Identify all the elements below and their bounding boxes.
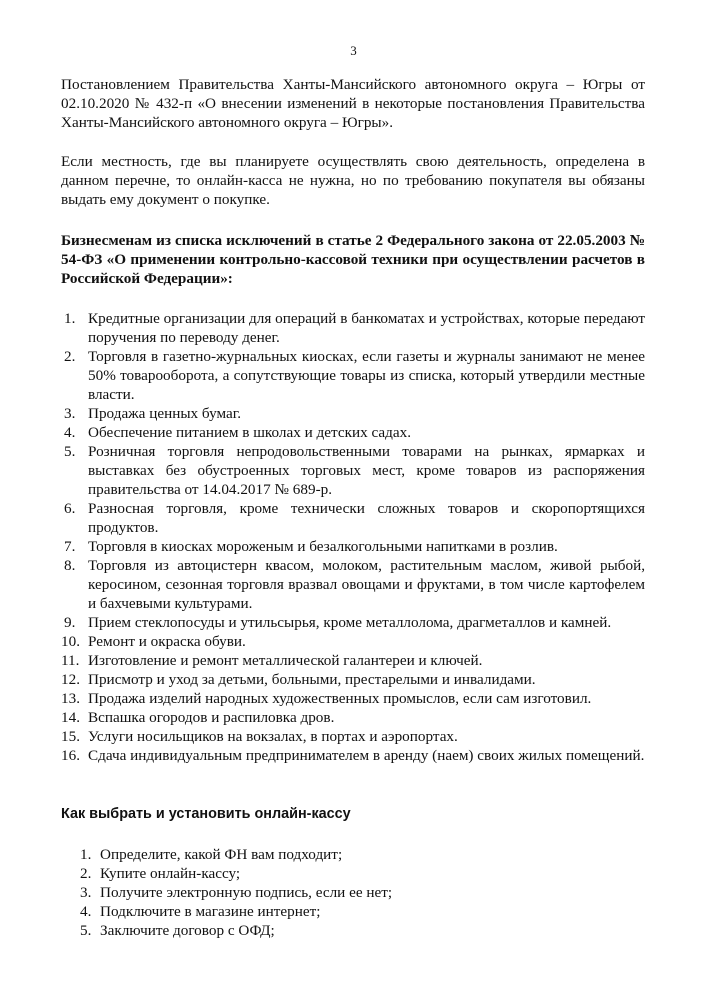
list-item-number: 10.: [61, 633, 80, 650]
list-item: [61, 727, 645, 746]
list-item-number: 16.: [61, 747, 80, 764]
list-item-number: 13.: [61, 690, 80, 707]
list-item-number: 1.: [80, 846, 92, 863]
list-item-number: 4.: [64, 424, 76, 441]
list-item-number: 3.: [80, 884, 92, 901]
list-item: [80, 921, 645, 940]
list-item: [64, 404, 645, 423]
list-item-text: Обеспечение питанием в школах и детских садах.: [88, 424, 411, 441]
list-item-number: 8.: [64, 557, 76, 574]
list-item: [64, 309, 645, 347]
list-item: [64, 423, 645, 442]
list-item: [61, 746, 645, 765]
list-item-text: Торговля в газетно-журнальных киосках, если газеты и журналы занимают не менее 50% товарооборота, а сопутствующие товары из списка, который утвердили местные власти.: [88, 348, 645, 403]
exceptions-list: [61, 309, 645, 765]
list-item-text: Продажа изделий народных художественных промыслов, если сам изготовил.: [88, 690, 592, 707]
list-item: [64, 613, 645, 632]
list-item-text: Получите электронную подпись, если ее нет;: [100, 884, 393, 901]
list-item-text: Продажа ценных бумаг.: [88, 405, 242, 422]
list-item: [61, 689, 645, 708]
list-item: [80, 845, 645, 864]
list-item-number: 2.: [64, 348, 76, 365]
list-item-text: Присмотр и уход за детьми, больными, престарелыми и инвалидами.: [88, 671, 536, 688]
list-item-number: 4.: [80, 903, 92, 920]
list-item-text: Заключите договор с ОФД;: [100, 922, 275, 939]
list-item-number: 2.: [80, 865, 92, 882]
list-item: [80, 902, 645, 921]
list-item: [80, 864, 645, 883]
list-item-text: Купите онлайн-кассу;: [100, 865, 241, 882]
list-item: [64, 537, 645, 556]
list-item-text: Сдача индивидуальным предпринимателем в аренду (наем) своих жилых помещений.: [88, 747, 645, 764]
list-item: [61, 632, 645, 651]
list-item-number: 14.: [61, 709, 80, 726]
intro-paragraph-locality: Если местность, где вы планируете осуществлять свою деятельность, определена в данном перечне, то онлайн-касса не нужна, но по требованию покупателя вы обязаны выдать ему документ о покупке.: [61, 153, 645, 208]
exceptions-heading: Бизнесменам из списка исключений в статье 2 Федерального закона от 22.05.2003 № 54-ФЗ «О применении контрольно-кассовой техники при осуществлении расчетов в Российской Федерации»:: [61, 232, 645, 287]
list-item-number: 5.: [64, 443, 76, 460]
list-item-text: Изготовление и ремонт металлической галантереи и ключей.: [88, 652, 483, 669]
list-item-text: Подключите в магазине интернет;: [100, 903, 321, 920]
list-item-text: Прием стеклопосуды и утильсырья, кроме металлолома, драгметаллов и камней.: [88, 614, 612, 631]
list-item-number: 11.: [61, 652, 80, 669]
list-item: [64, 556, 645, 613]
list-item-number: 3.: [64, 405, 76, 422]
list-item-text: Разносная торговля, кроме технически сложных товаров и скоропортящихся продуктов.: [88, 500, 645, 536]
list-item: [61, 708, 645, 727]
list-item-number: 6.: [64, 500, 76, 517]
list-item: [61, 651, 645, 670]
setup-steps-list: [80, 845, 645, 940]
list-item-text: Торговля из автоцистерн квасом, молоком, растительным маслом, живой рыбой, керосином, сезонная торговля вразвал овощами и фруктами, в том числе картофелем и бахчевыми культурами.: [88, 557, 645, 612]
page-number: 3: [350, 43, 357, 58]
list-item-text: Определите, какой ФН вам подходит;: [100, 846, 343, 863]
list-item: [64, 442, 645, 499]
list-item-number: 7.: [64, 538, 76, 555]
intro-paragraph-resolution: Постановлением Правительства Ханты-Мансийского автономного округа – Югры от 02.10.2020 № 432-п «О внесении изменений в некоторые постановления Правительства Ханты-Мансийского автономного округа – Югры».: [61, 76, 645, 131]
list-item-text: Торговля в киосках мороженым и безалкогольными напитками в розлив.: [88, 538, 558, 555]
list-item-number: 9.: [64, 614, 76, 631]
list-item-text: Розничная торговля непродовольственными товарами на рынках, ярмарках и выставках без обустроенных торговых мест, кроме товаров из распоряжения правительства от 14.04.2017 № 689-р.: [88, 443, 645, 498]
list-item-number: 1.: [64, 310, 76, 327]
howto-heading: Как выбрать и установить онлайн-кассу: [61, 806, 351, 822]
list-item-text: Вспашка огородов и распиловка дров.: [88, 709, 335, 726]
list-item: [64, 499, 645, 537]
list-item-number: 5.: [80, 922, 92, 939]
list-item-text: Ремонт и окраска обуви.: [88, 633, 246, 650]
list-item-text: Услуги носильщиков на вокзалах, в портах и аэропортах.: [88, 728, 458, 745]
list-item: [80, 883, 645, 902]
list-item-text: Кредитные организации для операций в банкоматах и устройствах, которые передают поручения по переводу денег.: [88, 310, 645, 346]
list-item-number: 12.: [61, 671, 80, 688]
list-item: [64, 347, 645, 404]
list-item-number: 15.: [61, 728, 80, 745]
list-item: [61, 670, 645, 689]
